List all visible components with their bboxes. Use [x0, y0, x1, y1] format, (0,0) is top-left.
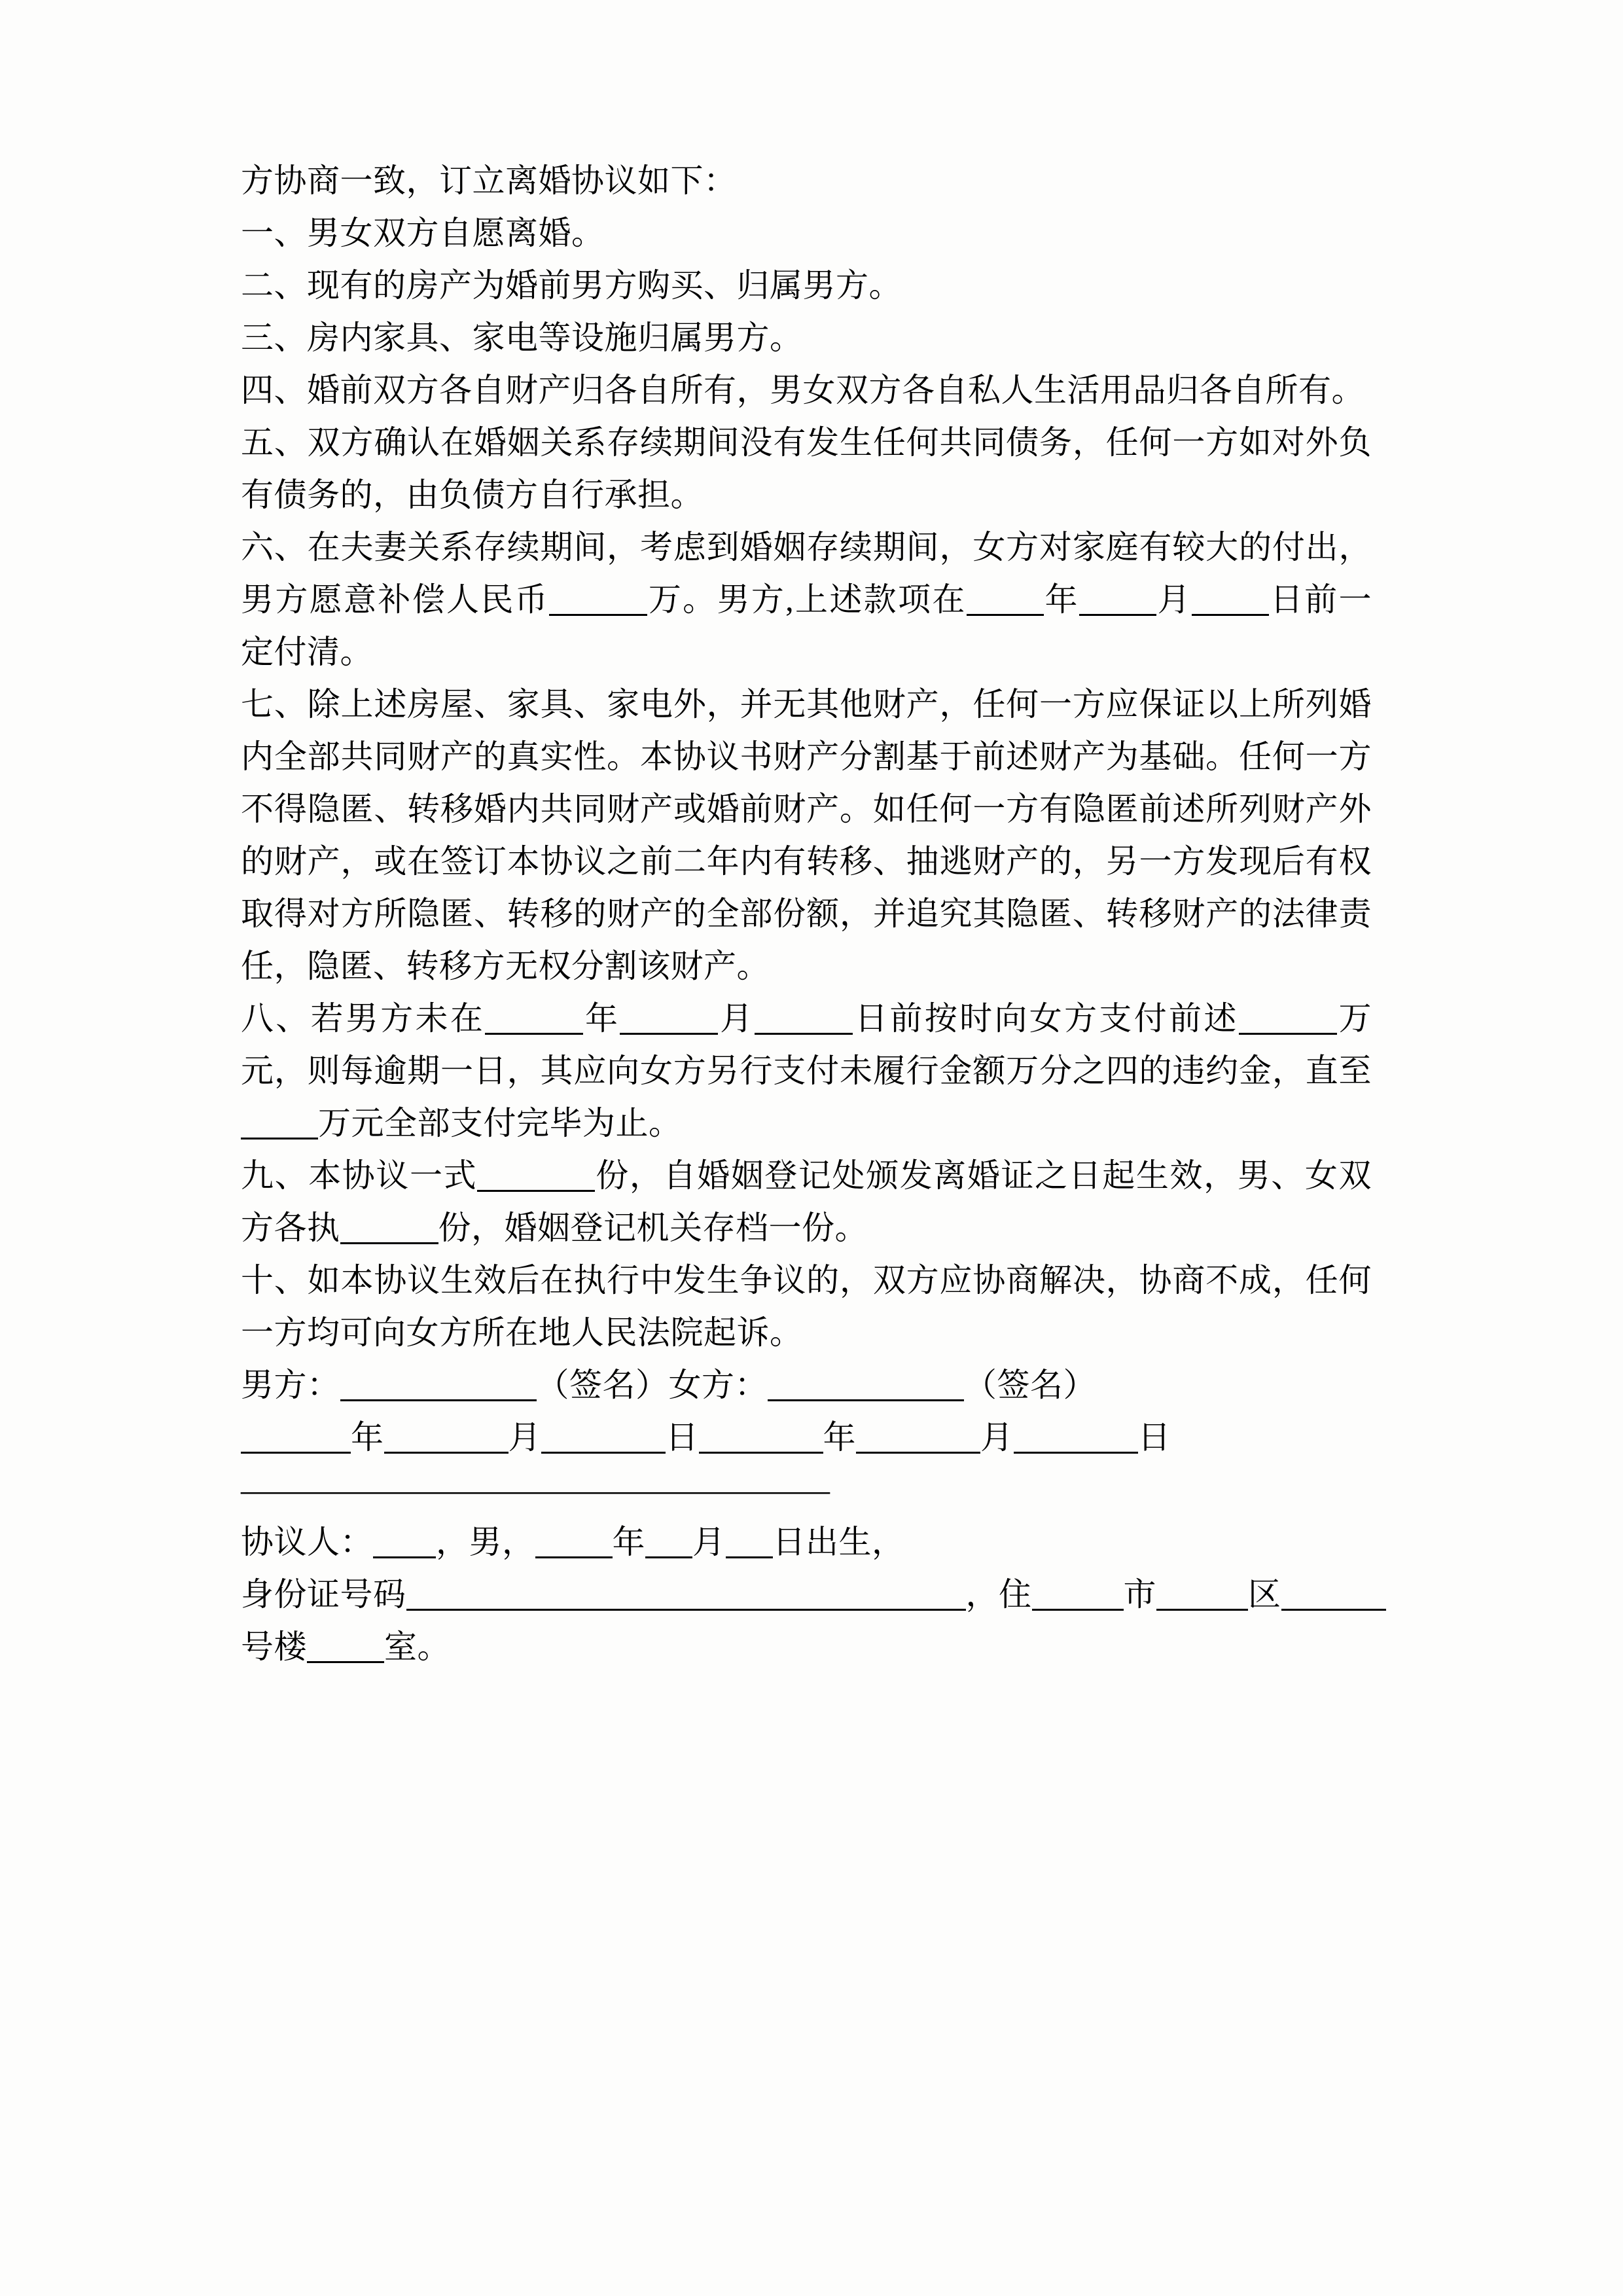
district-blank[interactable]	[1156, 1575, 1248, 1611]
clause-6	[241, 521, 1372, 678]
clause-6-year-blank[interactable]	[967, 580, 1044, 616]
clause-6-text-5: 日前一定付清。	[241, 581, 1372, 670]
female-date-month-blank[interactable]	[856, 1418, 980, 1454]
clause-6-text-1: 六、在夫妻关系存续期间，考虑到婚姻存续期间，女方对家庭有较大的付出，男方愿意补偿人民币	[241, 529, 1372, 618]
female-date-year-blank[interactable]	[699, 1418, 823, 1454]
clause-8-text-5: 万元，则每逾期一日，其应向女方另行支付未履行金额万分之四的违约金，直至	[241, 1000, 1372, 1089]
clause-8-year-blank[interactable]	[485, 999, 583, 1035]
female-date-day-label: 日	[1137, 1419, 1171, 1456]
party-birth-month-label: 月	[692, 1524, 726, 1560]
building-label: 号楼	[241, 1628, 307, 1665]
clause-9	[241, 1149, 1372, 1254]
clause-2: 二、现有的房产为婚前男方购买、归属男方。	[241, 267, 902, 304]
clause-9-text-2: 份，自婚姻登记处颁发离婚证之日起生效，男、女双方各执	[241, 1157, 1372, 1246]
street-blank[interactable]	[1281, 1575, 1386, 1611]
male-signature-label: 男方：	[241, 1367, 340, 1403]
clause-6-month-blank[interactable]	[1079, 580, 1156, 616]
party-birth-year-blank[interactable]	[535, 1522, 613, 1558]
clause-5: 五、双方确认在婚姻关系存续期间没有发生任何共同债务，任何一方如对外负有债务的，由负债方自行承担。	[241, 424, 1372, 513]
clause-1: 一、男女双方自愿离婚。	[241, 215, 605, 251]
clause-8-text-2: 年	[583, 1000, 620, 1037]
party-info-row	[241, 1516, 1372, 1568]
clause-8-text-1: 八、若男方未在	[241, 1000, 486, 1037]
clause-6-text-2: 万。男方,上述款项在	[647, 581, 967, 618]
clause-6-amount-blank[interactable]	[549, 580, 647, 616]
male-date-year-label: 年	[351, 1419, 384, 1456]
party-birth-month-blank[interactable]	[645, 1522, 692, 1558]
clause-8-day-blank[interactable]	[755, 999, 853, 1035]
party-birth-day-label: 日出生，	[772, 1524, 905, 1560]
male-date-month-blank[interactable]	[384, 1418, 508, 1454]
clause-8-text-4: 日前按时向女方支付前述	[853, 1000, 1239, 1037]
clause-8-amount-blank[interactable]	[1239, 999, 1337, 1035]
male-date-month-label: 月	[508, 1419, 541, 1456]
signature-row	[241, 1359, 1372, 1411]
intro-line: 方协商一致，订立离婚协议如下：	[241, 162, 737, 199]
party-birth-year-label: 年	[612, 1524, 645, 1560]
party-birth-day-blank[interactable]	[726, 1522, 773, 1558]
city-label: 市	[1123, 1576, 1156, 1613]
document-body	[241, 154, 1372, 1673]
male-signature-blank[interactable]	[340, 1365, 537, 1401]
clause-8-text-6: 万元全部支付完毕为止。	[318, 1105, 682, 1141]
clause-9-copies-blank[interactable]	[477, 1156, 595, 1192]
clause-8-amount2-blank[interactable]	[241, 1103, 318, 1139]
female-date-day-blank[interactable]	[1014, 1418, 1138, 1454]
female-date-month-label: 月	[980, 1419, 1014, 1456]
clause-10: 十、如本协议生效后在执行中发生争议的，双方应协商解决，协商不成，任何一方均可向女方所在地人民法院起诉。	[241, 1262, 1372, 1351]
male-date-day-label: 日	[666, 1419, 699, 1456]
clause-4: 四、婚前双方各自财产归各自所有，男女双方各自私人生活用品归各自所有。	[241, 372, 1364, 408]
city-blank[interactable]	[1032, 1575, 1124, 1611]
id-address-row	[241, 1568, 1372, 1621]
clause-9-text-1: 九、本协议一式	[241, 1157, 478, 1194]
party-name-blank[interactable]	[373, 1522, 436, 1558]
clause-6-day-blank[interactable]	[1192, 580, 1269, 616]
clause-6-text-4: 月	[1156, 581, 1192, 618]
residence-label: ，住	[965, 1576, 1032, 1613]
party-label: 协议人：	[241, 1524, 373, 1560]
clause-7: 七、除上述房屋、家具、家电外，并无其他财产，任何一方应保证以上所列婚内全部共同财产的真实性。本协议书财产分割基于前述财产为基础。任何一方不得隐匿、转移婚内共同财产或婚前财产。如任何一方有隐匿前述所列财产外的财产，或在签订本协议之前二年内有转移、抽逃财产的，另一方发现后有权取得对方所隐匿、转移的财产的全部份额，并追究其隐匿、转移财产的法律责任，隐匿、转移方无权分割该财产。	[241, 686, 1372, 984]
clause-3: 三、房内家具、家电等设施归属男方。	[241, 319, 803, 356]
signature-date-row	[241, 1411, 1372, 1463]
clause-9-text-3: 份，婚姻登记机关存档一份。	[438, 1210, 868, 1246]
district-label: 区	[1248, 1576, 1281, 1613]
female-signature-label: 女方：	[668, 1367, 768, 1403]
building-room-row	[241, 1621, 1372, 1673]
room-label: 室。	[384, 1628, 450, 1665]
id-number-blank[interactable]	[406, 1575, 966, 1611]
female-date-year-label: 年	[823, 1419, 856, 1456]
male-date-year-blank[interactable]	[241, 1418, 351, 1454]
section-divider: ——————————————————	[241, 1471, 830, 1508]
clause-8-month-blank[interactable]	[620, 999, 718, 1035]
male-date-day-blank[interactable]	[541, 1418, 666, 1454]
clause-8-text-3: 月	[718, 1000, 755, 1037]
clause-6-text-3: 年	[1043, 581, 1079, 618]
room-blank[interactable]	[307, 1627, 384, 1663]
party-gender-text: ，男，	[436, 1524, 535, 1560]
id-number-label: 身份证号码	[241, 1576, 406, 1613]
male-signature-note: （签名）	[536, 1367, 669, 1403]
clause-9-each-copies-blank[interactable]	[340, 1208, 438, 1244]
female-signature-note: （签名）	[964, 1367, 1096, 1403]
clause-8	[241, 992, 1372, 1149]
female-signature-blank[interactable]	[768, 1365, 964, 1401]
